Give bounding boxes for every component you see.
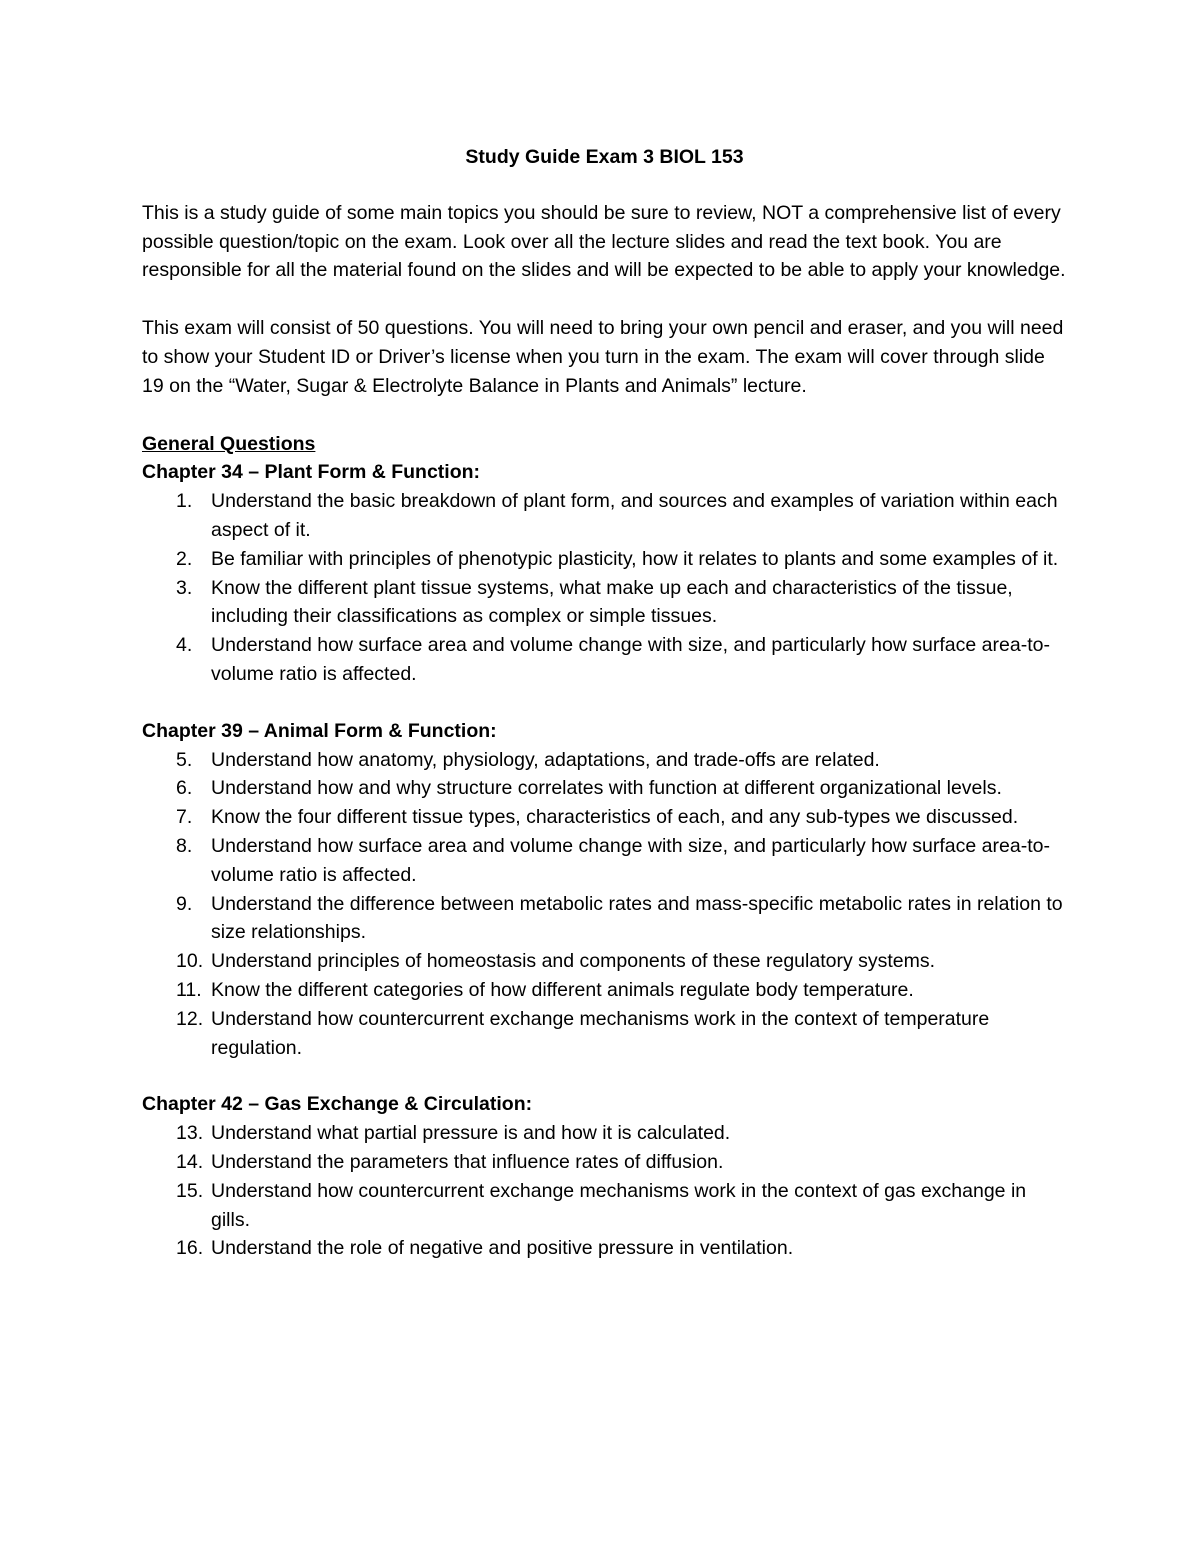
list-item bbox=[142, 1177, 1067, 1235]
item-number: 10. bbox=[176, 950, 204, 973]
list-item bbox=[142, 545, 1067, 574]
item-number: 9. bbox=[176, 892, 193, 915]
chapter-heading-34: Chapter 34 – Plant Form & Function: bbox=[142, 461, 481, 484]
list-item bbox=[142, 631, 1067, 689]
question-list-chapter-34 bbox=[142, 487, 1067, 689]
item-number: 7. bbox=[176, 806, 193, 829]
list-item bbox=[142, 832, 1067, 890]
item-number: 1. bbox=[176, 490, 193, 513]
item-text: Understand the difference between metabolic rates and mass-specific metabolic rates in relation to size relationships. bbox=[211, 892, 1063, 944]
item-text: Understand how surface area and volume change with size, and particularly how surface area-to-volume ratio is affected. bbox=[211, 834, 1050, 886]
item-text: Understand how surface area and volume change with size, and particularly how surface area-to-volume ratio is affected. bbox=[211, 634, 1050, 685]
document-page bbox=[142, 143, 1067, 1291]
list-item bbox=[142, 1005, 1067, 1063]
item-number: 6. bbox=[176, 777, 193, 800]
chapter-heading-42: Chapter 42 – Gas Exchange & Circulation: bbox=[142, 1093, 533, 1116]
list-item bbox=[142, 890, 1067, 948]
item-number: 3. bbox=[176, 576, 193, 599]
item-text: Understand the role of negative and positive pressure in ventilation. bbox=[211, 1237, 794, 1260]
item-number: 11. bbox=[176, 978, 202, 1001]
list-item bbox=[142, 947, 1067, 976]
list-item bbox=[142, 976, 1067, 1005]
item-text: Understand how and why structure correlates with function at different organizational levels. bbox=[211, 777, 1002, 800]
item-text: Understand how countercurrent exchange mechanisms work in the context of temperature regulation. bbox=[211, 1007, 990, 1059]
document-title: Study Guide Exam 3 BIOL 153 bbox=[465, 146, 744, 168]
item-number: 5. bbox=[176, 748, 193, 771]
list-item bbox=[142, 574, 1067, 632]
list-item bbox=[142, 1148, 1067, 1177]
item-number: 15. bbox=[176, 1179, 204, 1202]
item-text: Understand what partial pressure is and how it is calculated. bbox=[211, 1122, 731, 1145]
list-item bbox=[142, 1119, 1067, 1148]
item-text: Understand the parameters that influence rates of diffusion. bbox=[211, 1150, 724, 1173]
item-text: Know the different categories of how different animals regulate body temperature. bbox=[211, 978, 914, 1001]
item-number: 14. bbox=[176, 1150, 204, 1173]
section-heading-general-questions: General Questions bbox=[142, 432, 316, 455]
intro-paragraph: This is a study guide of some main topics you should be sure to review, NOT a comprehensive list of every possible question/topic on the exam. Look over all the lecture slides and read the text book. You are responsible for all the material found on the slides and will be expected to be able to apply your knowledge. bbox=[142, 201, 1066, 282]
list-item bbox=[142, 487, 1067, 545]
list-item bbox=[142, 746, 1067, 775]
item-number: 4. bbox=[176, 634, 193, 657]
item-number: 8. bbox=[176, 834, 193, 857]
item-number: 13. bbox=[176, 1122, 204, 1145]
item-number: 12. bbox=[176, 1007, 204, 1030]
chapter-heading-39: Chapter 39 – Animal Form & Function: bbox=[142, 719, 497, 742]
item-text: Be familiar with principles of phenotypic plasticity, how it relates to plants and some examples of it. bbox=[211, 547, 1059, 570]
item-number: 2. bbox=[176, 547, 193, 570]
question-list-chapter-42 bbox=[142, 1119, 1067, 1263]
item-text: Know the four different tissue types, characteristics of each, and any sub-types we discussed. bbox=[211, 806, 1019, 829]
question-list-chapter-39 bbox=[142, 746, 1067, 1063]
item-number: 16. bbox=[176, 1237, 204, 1260]
list-item bbox=[142, 774, 1067, 803]
item-text: Understand principles of homeostasis and components of these regulatory systems. bbox=[211, 950, 936, 973]
list-item bbox=[142, 803, 1067, 832]
item-text: Know the different plant tissue systems, what make up each and characteristics of the tissue, including their classifications as complex or simple tissues. bbox=[211, 576, 1013, 628]
list-item bbox=[142, 1234, 1067, 1263]
item-text: Understand how anatomy, physiology, adaptations, and trade-offs are related. bbox=[211, 748, 880, 771]
item-text: Understand how countercurrent exchange mechanisms work in the context of gas exchange in gills. bbox=[211, 1179, 1027, 1231]
exam-info-paragraph: This exam will consist of 50 questions. You will need to bring your own pencil and eraser, and you will need to show your Student ID or Driver’s license when you turn in the exam. The exam will cover through slide 19 on the “Water, Sugar & Electrolyte Balance in Plants and Animals” lecture. bbox=[142, 317, 1064, 397]
item-text: Understand the basic breakdown of plant form, and sources and examples of variation within each aspect of it. bbox=[211, 490, 1058, 541]
